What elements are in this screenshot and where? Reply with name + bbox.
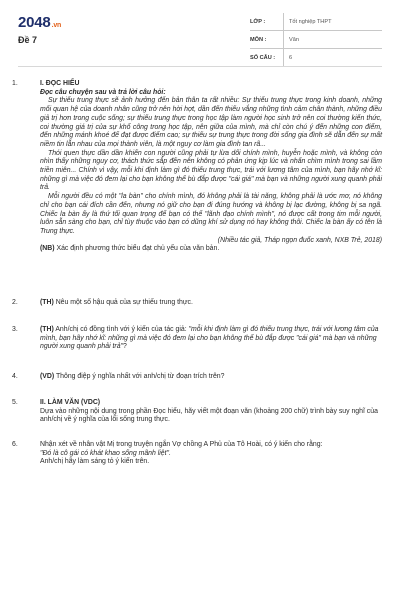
question-prompt xyxy=(40,245,382,254)
question-prompt xyxy=(40,326,382,352)
meta-value: Văn xyxy=(289,36,299,43)
question-2 xyxy=(12,299,382,308)
question-4 xyxy=(12,373,382,382)
meta-row-count xyxy=(250,49,382,67)
exam-title: Đề 7 xyxy=(18,35,38,45)
question-3 xyxy=(12,326,382,352)
question-number: 6. xyxy=(12,441,18,448)
logo-main: 2048 xyxy=(18,14,51,31)
section-title: I. ĐỌC HIỂU xyxy=(40,80,80,87)
question-tail: Anh/chị hãy làm sáng tỏ ý kiến trên. xyxy=(40,458,150,466)
meta-value: Tốt nghiệp THPT xyxy=(289,18,332,25)
question-prompt xyxy=(40,299,382,308)
question-number: 4. xyxy=(12,373,18,380)
question-6 xyxy=(12,441,382,467)
meta-value: 6 xyxy=(289,54,293,61)
question-text: Nêu một số hậu quả của sự thiếu trung thực. xyxy=(55,299,193,306)
exam-meta-table xyxy=(250,13,382,67)
question-prompt xyxy=(40,373,382,382)
passage-paragraph: Sự thiếu trung thực sẽ ảnh hưởng đến bản thân ta rất nhiều: Sự thiếu trung thực trong kinh doanh, những mối quan hệ của doanh nhân cũng trở nên hời hợt, dần đến thiếu vắng những tình cảm chân thành, những điều giả trị hơn trong cuộc sống; sự thiếu trung thực trong học tập làm người học sinh trở nên coi thường kiến thức, coi thường giá trị của sự khổ công trong học tập, nên giữa của mình, mà chỉ còn chú ý đến những con điểm, đến những mánh khoé để đạt được điểm cao; sự thiếu sự trung thực trong đời sống gia đình sẽ dẫn đến sự mất niềm tin lẫn nhau của mọi thành viên, là một nguy cơ làm gia đình tan rã... xyxy=(40,97,382,148)
meta-key: LỚP : xyxy=(250,13,284,30)
passage-source: (Nhiều tác giả, Tháp ngọn đuốc xanh, NXB Trẻ, 2018) xyxy=(217,236,382,244)
question-5 xyxy=(12,399,382,425)
site-logo[interactable] xyxy=(18,14,61,31)
section-title: II. LÀM VĂN (VDC) xyxy=(40,399,101,406)
meta-row-class xyxy=(250,13,382,31)
question-number: 1. xyxy=(12,80,18,87)
question-number: 5. xyxy=(12,399,18,406)
passage-paragraph: Thói quen thực dần dần khiến con người cũng phải tự lừa dối chính mình, huyễn hoặc mình, và không còn nhìn thấy những nguy cơ, thách thức sắp đến nên không có phản ứng kịp lúc và nhấn chìm mình trong sai lầm triền miên... Chính vì vậy, mỗi khi định làm gì đó thiếu trung thực, trái với lương tâm của mình, bạn hãy nhớ kĩ: những gì mà việc đó đem lại cho bạn không thể bù đắp được "cái giá" mà bạn và những người xung quanh phải trả. xyxy=(40,149,382,192)
meta-key: SỐ CÂU : xyxy=(250,49,284,66)
question-1 xyxy=(12,80,382,254)
question-number: 3. xyxy=(12,326,18,333)
question-text: Nhận xét về nhân vật Mị trong truyện ngắn Vợ chồng A Phủ của Tô Hoài, có ý kiến cho rằng: xyxy=(40,441,323,448)
question-tail: ? xyxy=(123,343,127,351)
logo-suffix: .vn xyxy=(51,22,62,29)
question-text: Xác định phương thức biểu đạt chủ yếu của văn bản. xyxy=(56,245,220,253)
question-text: Thông điệp ý nghĩa nhất với anh/chị từ đoạn trích trên? xyxy=(55,373,225,380)
question-quote: "Đó là cô gái có khát khao sống mãnh liệt". xyxy=(40,449,171,457)
level-tag: (TH) xyxy=(40,299,54,306)
level-tag: (VD) xyxy=(40,373,55,380)
instruction: Đọc câu chuyện sau và trả lời câu hỏi: xyxy=(40,88,166,96)
question-text: Anh/chị có đồng tình với ý kiến của tác giả: xyxy=(55,326,189,333)
question-text: Dựa vào những nội dung trong phần Đọc hiểu, hãy viết một đoạn văn (khoảng 200 chữ) trình bày suy nghĩ của anh/chị về ý nghĩa của lối sống trung thực. xyxy=(40,407,378,424)
passage-paragraph: Mỗi người đều có một "la bàn" cho chính mình, đó không phải là tài năng, không phải là ước mơ, nó không chỉ cho bạn cái đích cần đến, nhưng nó giữ cho bạn đi đúng hướng và không bị lạc đường, không bị sa ngã. Chiếc la bàn ấy là thứ tối quan trọng để bạn có thể "lãnh đạo chính mình", nó được cất trong tim mỗi người, luôn sẵn sàng cho bạn, chỉ tùy thuộc vào bạn có dũng khí sử dụng nó hay không thôi. Chiếc la bàn ấy có tên là Trung thực. xyxy=(40,193,382,235)
header-divider xyxy=(18,66,382,67)
question-quote: "mỗi khi định làm gì đó thiếu trung thực, trái với lương tâm của mình, bạn hãy nhớ kĩ: những gì mà việc đó đem lại cho bạn không thể bù đắp được "cái giá" mà bạn và những người xung quanh phải trả" xyxy=(40,326,379,351)
meta-key: MÔN : xyxy=(250,31,284,48)
level-tag: (NB) xyxy=(40,245,55,253)
question-number: 2. xyxy=(12,299,18,306)
level-tag: (TH) xyxy=(40,326,54,333)
meta-row-subject xyxy=(250,31,382,49)
